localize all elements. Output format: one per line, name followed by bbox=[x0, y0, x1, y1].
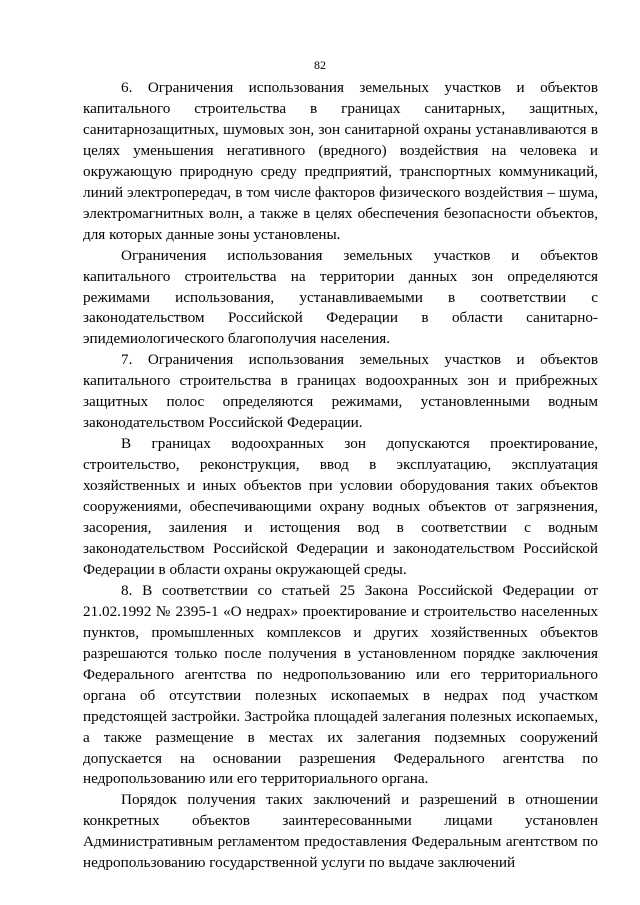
paragraph-procedure: Порядок получения таких заключений и разрешений в отношении конкретных объектов заинтересованными лицами установлен Административным регламентом предоставления Федеральным агентством по недропользованию государственной услуги по выдаче заключений bbox=[83, 791, 598, 872]
paragraph-water-protection-zones: В границах водоохранных зон допускаются проектирование, строительство, реконструкция, ввод в эксплуатацию, эксплуатация хозяйственных и иных объектов при условии оборудования таких объектов сооружениями, обеспечивающими охрану водных объектов от загрязнения, засорения, заиления и истощения вод в соответствии с водным законодательством Российской Федерации и законодательством Российской Федерации в области охраны окружающей среды. bbox=[83, 435, 598, 578]
paragraph-sanitary-zones-regime: Ограничения использования земельных участков и объектов капитального строительства на территории данных зон определяются режимами использования, устанавливаемыми в соответствии с законодательством Российской Федерации в области санитарно-эпидемиологического благополучия населения. bbox=[83, 246, 598, 348]
paragraph-item-8: 8. В соответствии со статьей 25 Закона Российской Федерации от 21.02.1992 № 2395-1 «О недрах» проектирование и строительство населенных пунктов, промышленных комплексов и других хозяйственных объектов разрешаются только после получения в установленном порядке заключения Федерального агентства по недропользованию или его территориального органа об отсутствии полезных ископаемых в недрах под участком предстоящей застройки. Застройка площадей залегания полезных ископаемых, а также размещение в местах их залегания подземных сооружений допускается на основании разрешения Федерального агентства по недропользованию или его территориального органа. bbox=[83, 581, 598, 788]
paragraph-item-7: 7. Ограничения использования земельных участков и объектов капитального строительства в границах водоохранных зон и прибрежных защитных полос определяются режимами, установленными водным законодательством Российской Федерации. bbox=[83, 351, 598, 432]
document-body bbox=[83, 78, 598, 874]
paragraph-item-6: 6. Ограничения использования земельных участков и объектов капитального строительства в границах санитарных, защитных, санитарнозащитных, шумовых зон, зон санитарной охраны устанавливаются в целях уменьшения негативного (вредного) воздействия на человека и окружающую природную среду предприятий, транспортных коммуникаций, линий электропередач, в том числе факторов физического воздействия – шума, электромагнитных волн, а также в целях обеспечения безопасности объектов, для которых данные зоны установлены. bbox=[83, 79, 598, 243]
page-number: 82 bbox=[314, 58, 326, 72]
